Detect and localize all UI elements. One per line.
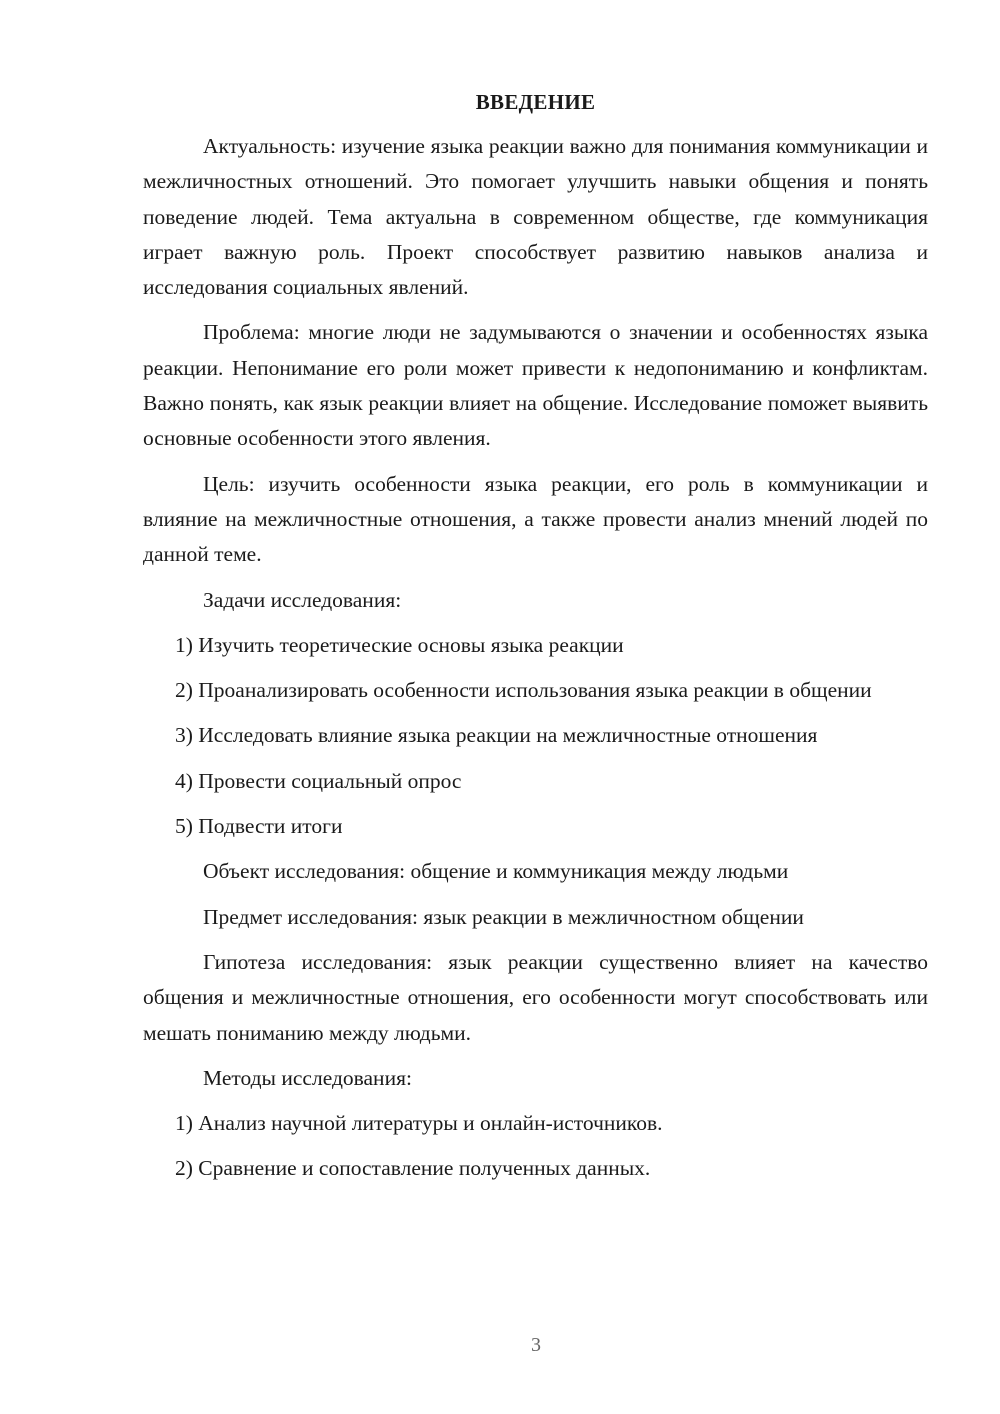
document-page [143,90,928,1197]
section-title: ВВЕДЕНИЕ [475,90,596,114]
task-item: 2) Проанализировать особенности использования языка реакции в общении [175,678,872,703]
problem-paragraph: Проблема: многие люди не задумываются о значении и особенностях языка реакции. Непонимание его роли может привести к недопониманию и конфликтам. Важно понять, как язык реакции влияет на общение. Исследование поможет выявить основные особенности этого явления. [143,320,928,451]
research-object: Объект исследования: общение и коммуникация между людьми [203,859,789,884]
task-item: 5) Подвести итоги [175,814,343,839]
tasks-heading: Задачи исследования: [203,587,402,612]
method-item: 1) Анализ научной литературы и онлайн-источников. [175,1111,663,1136]
task-item: 4) Провести социальный опрос [175,768,462,793]
task-item: 1) Изучить теоретические основы языка реакции [175,632,624,657]
methods-heading: Методы исследования: [203,1065,412,1090]
hypothesis-paragraph: Гипотеза исследования: язык реакции существенно влияет на качество общения и межличностные отношения, его особенности могут способствовать или мешать пониманию между людьми. [143,949,928,1045]
method-item: 2) Сравнение и сопоставление полученных данных. [175,1156,651,1181]
page-number: 3 [531,1334,541,1356]
relevance-paragraph: Актуальность: изучение языка реакции важно для понимания коммуникации и межличностных отношений. Это помогает улучшить навыки общения и понять поведение людей. Тема актуальна в современном обществе, где коммуникация играет важную роль. Проект способствует развитию навыков анализа и исследования социальных явлений. [143,134,928,300]
goal-paragraph: Цель: изучить особенности языка реакции, его роль в коммуникации и влияние на межличностные отношения, а также провести анализ мнений людей по данной теме. [143,471,928,567]
research-subject: Предмет исследования: язык реакции в межличностном общении [203,904,804,929]
task-item: 3) Исследовать влияние языка реакции на межличностные отношения [175,723,818,748]
